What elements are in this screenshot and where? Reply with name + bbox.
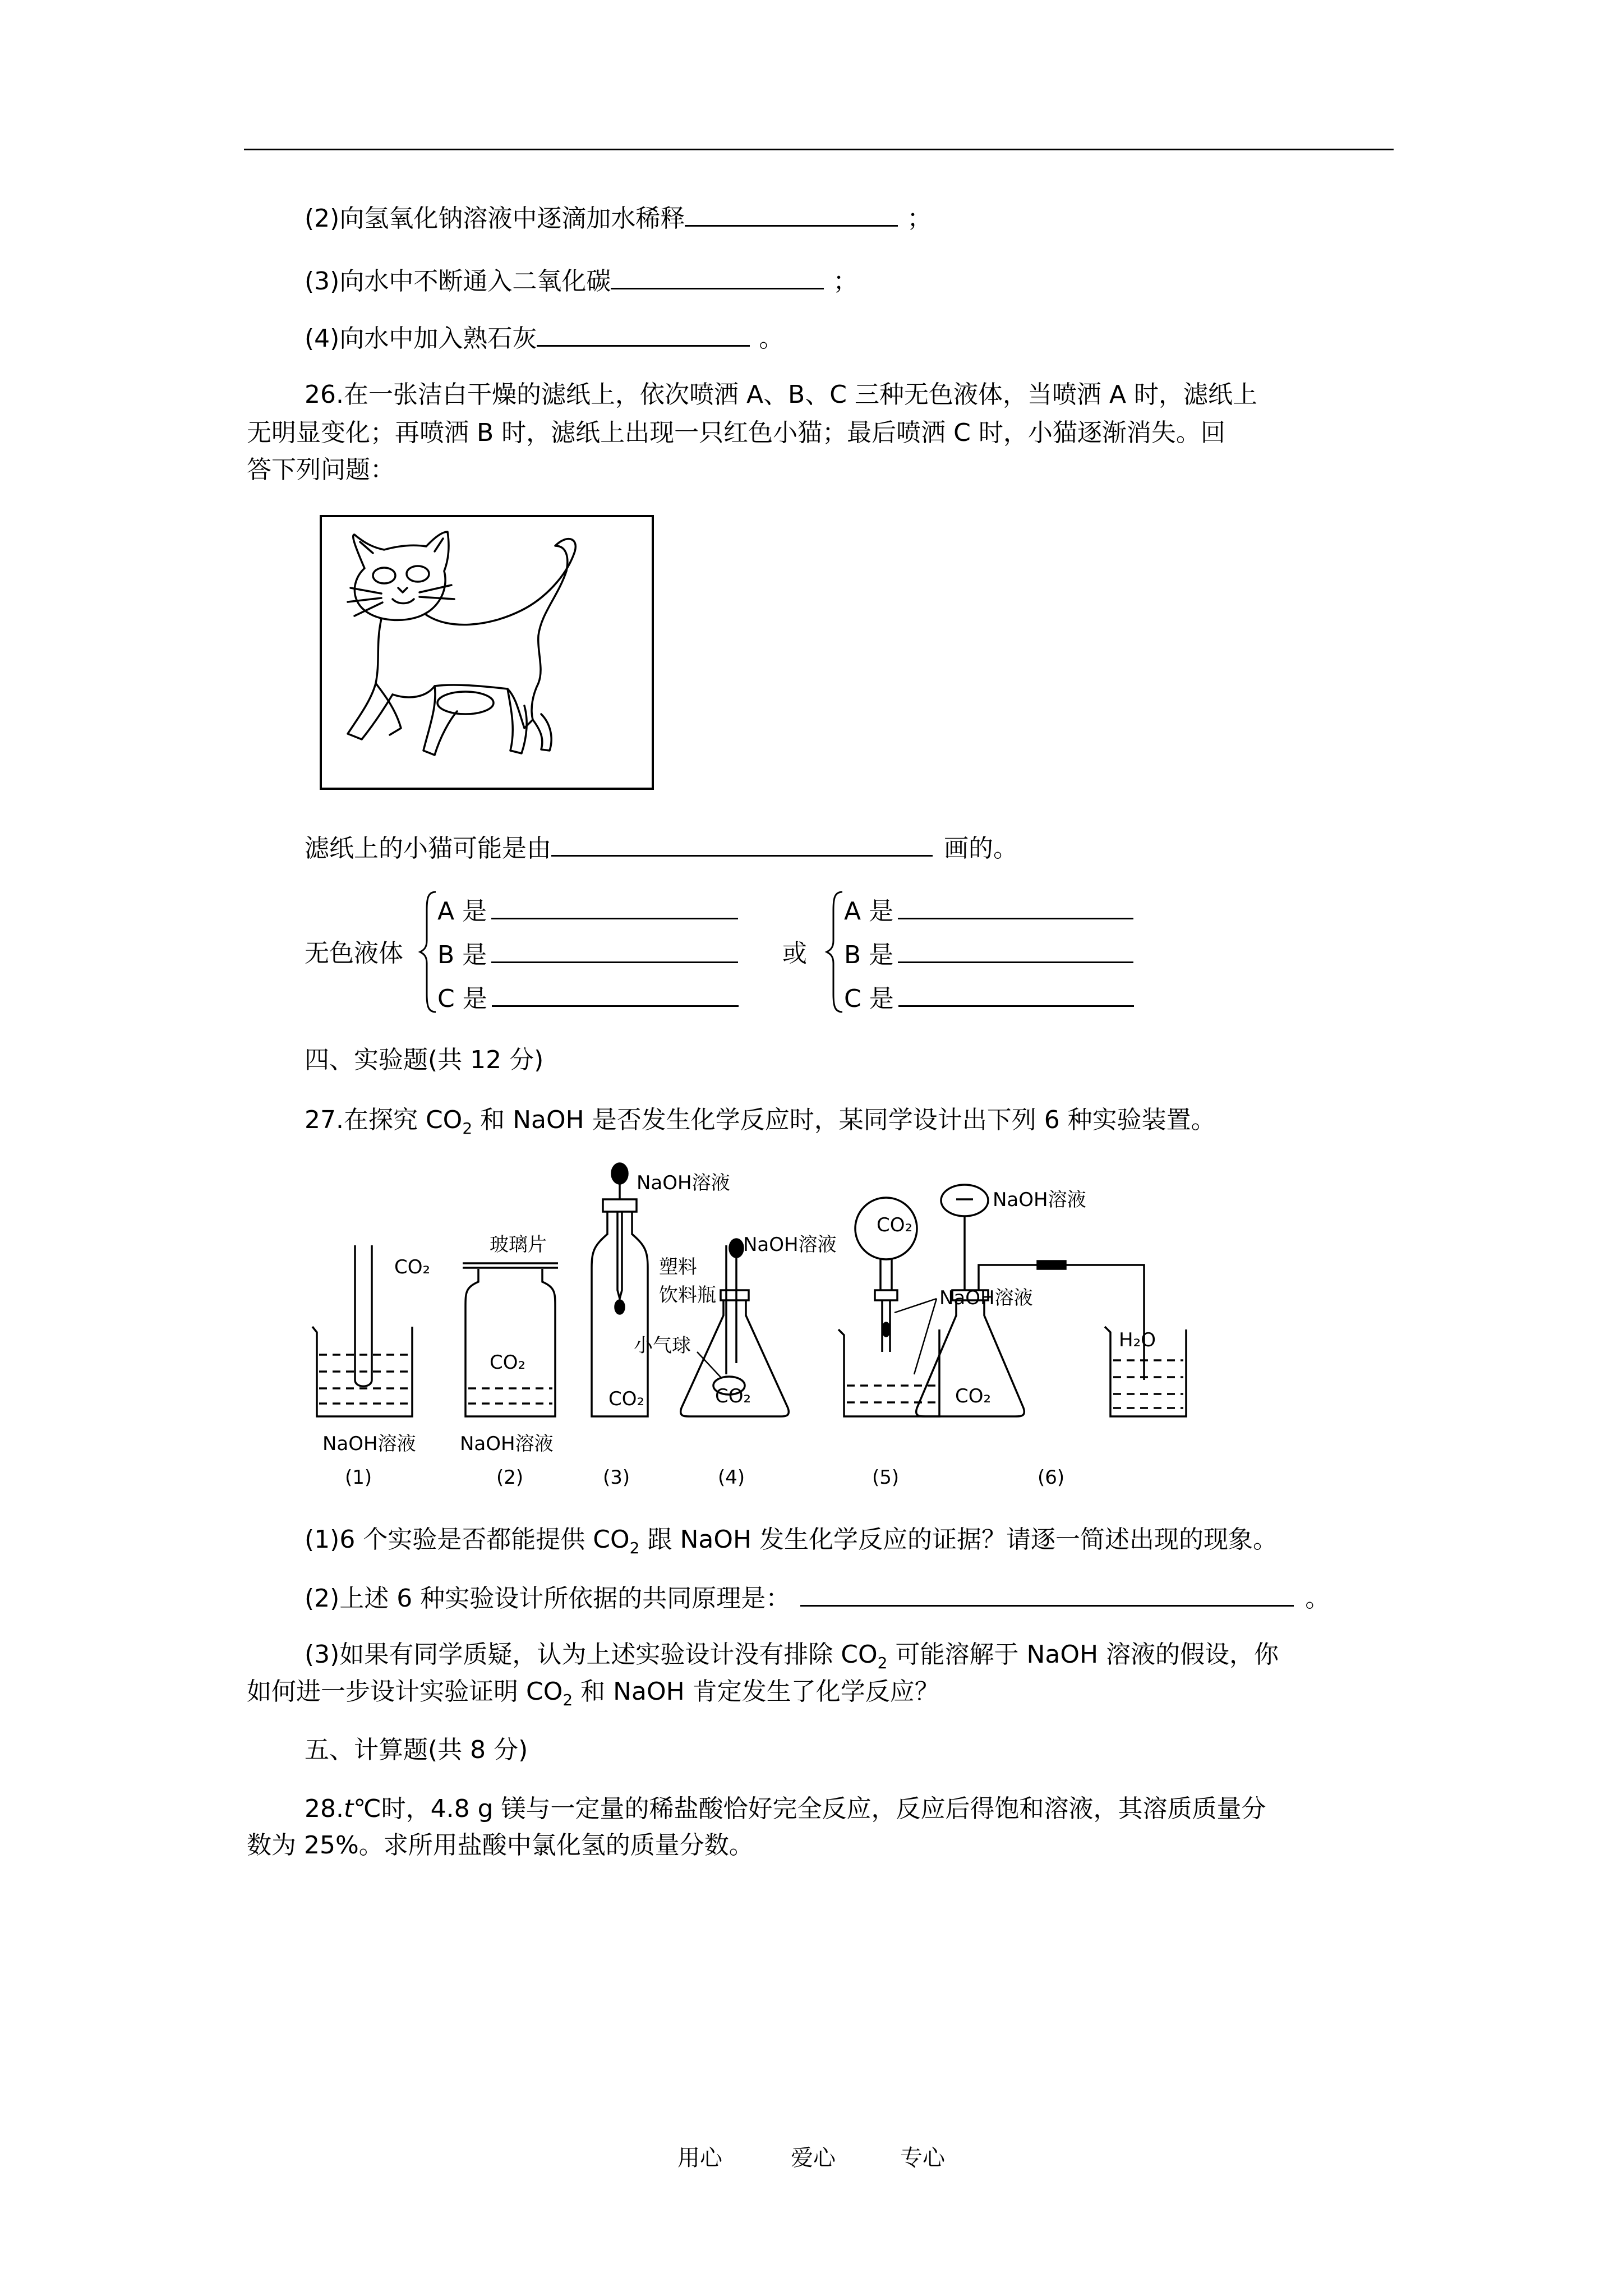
footer-word-3: 专心 xyxy=(900,2145,945,2171)
label-balloon: 小气球 xyxy=(634,1335,691,1357)
answer-blank[interactable] xyxy=(898,936,1133,963)
label-co2-1: CO₂ xyxy=(394,1256,431,1278)
q25-item-4 xyxy=(305,319,783,356)
label-naoh-3: NaOH溶液 xyxy=(637,1172,730,1194)
text: 和 NaOH 是否发生化学反应时，某同学设计出下列 6 种实验装置。 xyxy=(472,1106,1216,1134)
label-b: B 是 xyxy=(437,941,487,969)
text: 和 NaOH 肯定发生了化学反应？ xyxy=(573,1677,939,1706)
label-co2-5: CO₂ xyxy=(877,1214,913,1236)
q25-item-4-text: (4)向水中加入熟石灰 xyxy=(305,324,537,353)
text: (3)如果有同学质疑，认为上述实验设计没有排除 CO xyxy=(305,1640,878,1669)
label-co2-2: CO₂ xyxy=(490,1351,526,1374)
label-c: C 是 xyxy=(844,984,894,1013)
q28-line-1 xyxy=(305,1792,1266,1826)
label-naoh-6: NaOH溶液 xyxy=(993,1189,1086,1211)
brace-left-icon xyxy=(418,887,440,1016)
footer-word-2: 爱心 xyxy=(791,2145,836,2171)
q26-line-2: 无明显变化；再喷洒 B 时，滤纸上出现一只红色小猫；最后喷洒 C 时，小猫逐渐消失。回 xyxy=(247,418,1225,447)
variable-t: t xyxy=(343,1795,354,1823)
answer-blank[interactable] xyxy=(551,829,933,857)
q26-cat-question xyxy=(305,829,1018,866)
text: (1)6 个实验是否都能提供 CO xyxy=(305,1525,630,1554)
q25-item-2 xyxy=(305,199,932,236)
label-n3: (3) xyxy=(603,1466,630,1489)
text: ℃时，4.8 g 镁与一定量的稀盐酸恰好完全反应，反应后得饱和溶液，其溶质质量分 xyxy=(353,1795,1266,1823)
q25-item-3-text: (3)向水中不断通入二氧化碳 xyxy=(305,267,611,296)
label-co2-6: CO₂ xyxy=(955,1385,992,1407)
liquid-c-left xyxy=(437,979,739,1016)
subscript: 2 xyxy=(462,1119,473,1138)
liquid-b-left xyxy=(437,936,738,972)
q28-line-2: 数为 25%。求所用盐酸中氯化氢的质量分数。 xyxy=(247,1831,754,1860)
q27-sub-3-line-1 xyxy=(305,1638,1279,1680)
label-co2-3: CO₂ xyxy=(608,1388,645,1410)
label-bottle-1: 塑料 xyxy=(659,1256,697,1278)
answer-blank[interactable] xyxy=(685,199,898,227)
answer-blank[interactable] xyxy=(800,1579,1294,1607)
q26-line-3: 答下列问题： xyxy=(247,455,395,484)
subscript: 2 xyxy=(629,1538,640,1557)
or-label: 或 xyxy=(782,939,807,968)
cat-figure xyxy=(320,515,656,793)
liquid-c-right xyxy=(844,979,1134,1016)
text: 跟 NaOH 发生化学反应的证据？请逐一简述出现的现象。 xyxy=(639,1525,1278,1554)
text: 27.在探究 CO xyxy=(305,1106,463,1134)
header-rule xyxy=(244,149,1394,150)
label-c: C 是 xyxy=(437,984,487,1013)
label-n4: (4) xyxy=(718,1466,745,1489)
label-n1: (1) xyxy=(345,1466,372,1489)
label-a: A 是 xyxy=(437,897,487,926)
footer-word-1: 用心 xyxy=(677,2145,722,2171)
subscript: 2 xyxy=(877,1653,888,1672)
label-co2-4: CO₂ xyxy=(715,1385,751,1407)
answer-blank[interactable] xyxy=(898,979,1134,1007)
answer-blank[interactable] xyxy=(898,892,1133,919)
punct: 。 xyxy=(1305,1584,1330,1613)
answer-blank[interactable] xyxy=(492,979,739,1007)
subscript: 2 xyxy=(562,1690,573,1709)
answer-blank[interactable] xyxy=(491,892,738,919)
q27-sub-2 xyxy=(305,1579,1330,1616)
q25-item-2-text: (2)向氢氧化钠溶液中逐滴加水稀释 xyxy=(305,204,685,233)
label-naoh-2: NaOH溶液 xyxy=(460,1433,554,1455)
label-n6: (6) xyxy=(1038,1466,1065,1489)
label-bottle-2: 饮料瓶 xyxy=(659,1284,716,1306)
text: 28. xyxy=(305,1795,344,1823)
brace-right-icon xyxy=(824,887,847,1016)
label-a: A 是 xyxy=(844,897,894,926)
answer-blank[interactable] xyxy=(537,319,750,347)
q27-sub-3-line-2 xyxy=(247,1675,939,1717)
label-h2o: H₂O xyxy=(1119,1329,1156,1351)
label-naoh-5: NaOH溶液 xyxy=(939,1287,1033,1309)
section-4-heading: 四、实验题(共 12 分) xyxy=(305,1046,544,1074)
answer-blank[interactable] xyxy=(611,262,824,289)
apparatus-figure xyxy=(311,1161,1276,1492)
section-5-heading: 五、计算题(共 8 分) xyxy=(305,1736,528,1764)
q25-item-3 xyxy=(305,262,857,298)
punct: 。 xyxy=(759,324,784,353)
q26-cat-question-text: 滤纸上的小猫可能是由 xyxy=(305,834,551,863)
liquid-a-left xyxy=(437,892,738,928)
text: 可能溶解于 NaOH 溶液的假设，你 xyxy=(887,1640,1279,1669)
label-glass: 玻璃片 xyxy=(490,1234,547,1256)
liquid-a-right xyxy=(844,892,1133,928)
label-naoh-4: NaOH溶液 xyxy=(743,1234,837,1256)
text: (2)上述 6 种实验设计所依据的共同原理是： xyxy=(305,1584,791,1613)
punct: ； xyxy=(833,267,858,296)
label-naoh-1: NaOH溶液 xyxy=(322,1433,416,1455)
q27-intro xyxy=(305,1103,1216,1145)
q26-line-1: 26.在一张洁白干燥的滤纸上，依次喷洒 A、B、C 三种无色液体，当喷洒 A 时，滤纸上 xyxy=(305,380,1258,409)
liquid-b-right xyxy=(844,936,1133,972)
label-n5: (5) xyxy=(872,1466,900,1489)
liquids-label: 无色液体 xyxy=(305,939,403,968)
punct: ； xyxy=(907,204,932,233)
label-b: B 是 xyxy=(844,941,894,969)
punct: 画的。 xyxy=(944,834,1018,863)
label-n2: (2) xyxy=(496,1466,524,1489)
text: 如何进一步设计实验证明 CO xyxy=(247,1677,563,1706)
answer-blank[interactable] xyxy=(491,936,738,963)
q27-sub-1 xyxy=(305,1523,1278,1565)
